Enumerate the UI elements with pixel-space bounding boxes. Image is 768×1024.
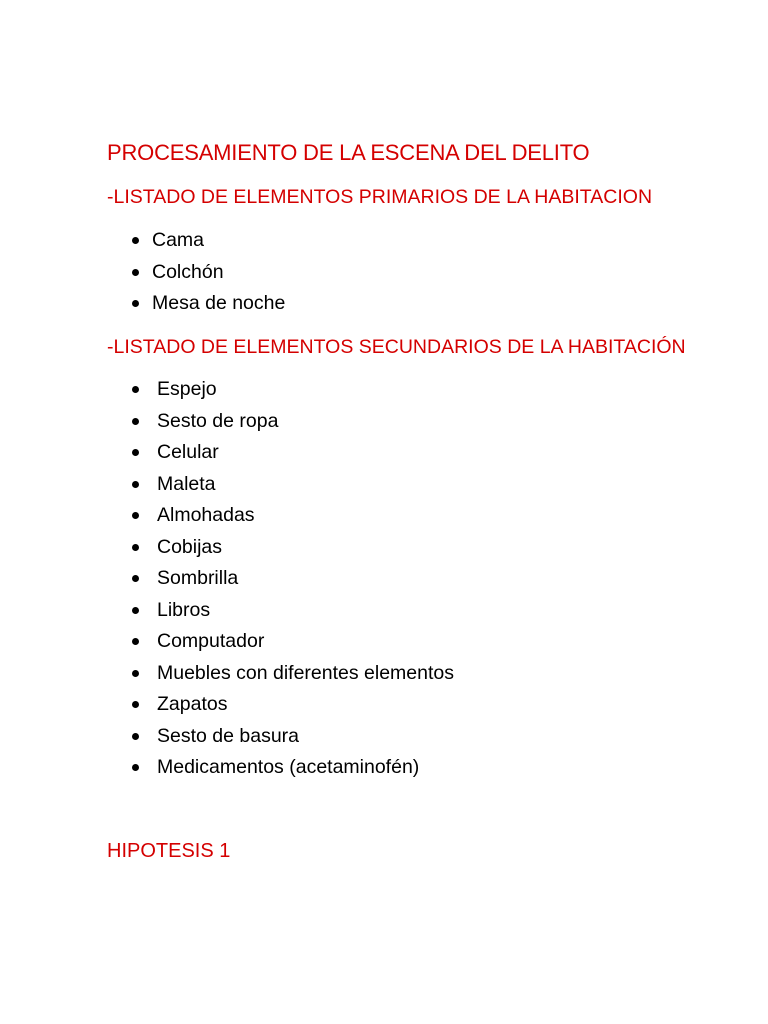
bullet-icon — [132, 733, 139, 740]
list-item-label: Sombrilla — [157, 567, 239, 589]
list-item — [130, 469, 454, 501]
bullet-icon — [132, 638, 139, 645]
bullet-icon — [132, 481, 139, 488]
list-item-label: Sesto de basura — [157, 724, 300, 747]
bullet-icon — [132, 300, 139, 307]
list-item-label: Mesa de noche — [152, 292, 286, 314]
bullet-icon — [132, 512, 139, 519]
list-item — [130, 437, 454, 469]
list-item-label: Zapatos — [157, 693, 228, 715]
bullet-icon — [132, 418, 139, 425]
primary-elements-heading: -LISTADO DE ELEMENTOS PRIMARIOS DE LA HABITACION — [107, 186, 653, 208]
list-item — [130, 374, 454, 406]
list-item — [130, 658, 454, 690]
list-item-label: Maleta — [157, 472, 216, 495]
document-title: PROCESAMIENTO DE LA ESCENA DEL DELITO — [107, 140, 590, 165]
list-item-label: Sesto de ropa — [157, 409, 279, 432]
list-item — [130, 406, 454, 438]
bullet-icon — [132, 386, 139, 393]
list-item — [130, 752, 454, 784]
bullet-icon — [132, 764, 139, 771]
list-item — [130, 626, 454, 658]
list-item — [130, 721, 454, 753]
primary-elements-list — [130, 225, 285, 320]
list-item-label: Almohadas — [157, 504, 255, 526]
list-item — [130, 500, 454, 532]
list-item-label: Colchón — [152, 260, 224, 283]
bullet-icon — [132, 701, 139, 708]
list-item-label: Cama — [152, 229, 205, 251]
list-item — [130, 225, 285, 257]
secondary-elements-list — [130, 374, 454, 784]
list-item — [130, 689, 454, 721]
list-item — [130, 532, 454, 564]
bullet-icon — [132, 449, 139, 456]
list-item — [130, 288, 285, 320]
bullet-icon — [132, 544, 139, 551]
list-item-label: Celular — [157, 441, 219, 463]
bullet-icon — [132, 269, 139, 276]
list-item-label: Computador — [157, 630, 265, 652]
list-item-label: Libros — [157, 598, 211, 621]
list-item — [130, 563, 454, 595]
secondary-elements-heading: -LISTADO DE ELEMENTOS SECUNDARIOS DE LA HABITACIÓN — [107, 336, 686, 358]
list-item — [130, 257, 285, 289]
bullet-icon — [132, 670, 139, 677]
bullet-icon — [132, 237, 139, 244]
list-item-label: Espejo — [157, 378, 217, 400]
bullet-icon — [132, 575, 139, 582]
list-item-label: Cobijas — [157, 535, 223, 558]
hypothesis-heading: HIPOTESIS 1 — [107, 840, 231, 862]
list-item-label: Muebles con diferentes elementos — [157, 661, 455, 684]
bullet-icon — [132, 607, 139, 614]
list-item-label: Medicamentos (acetaminofén) — [157, 756, 420, 778]
list-item — [130, 595, 454, 627]
